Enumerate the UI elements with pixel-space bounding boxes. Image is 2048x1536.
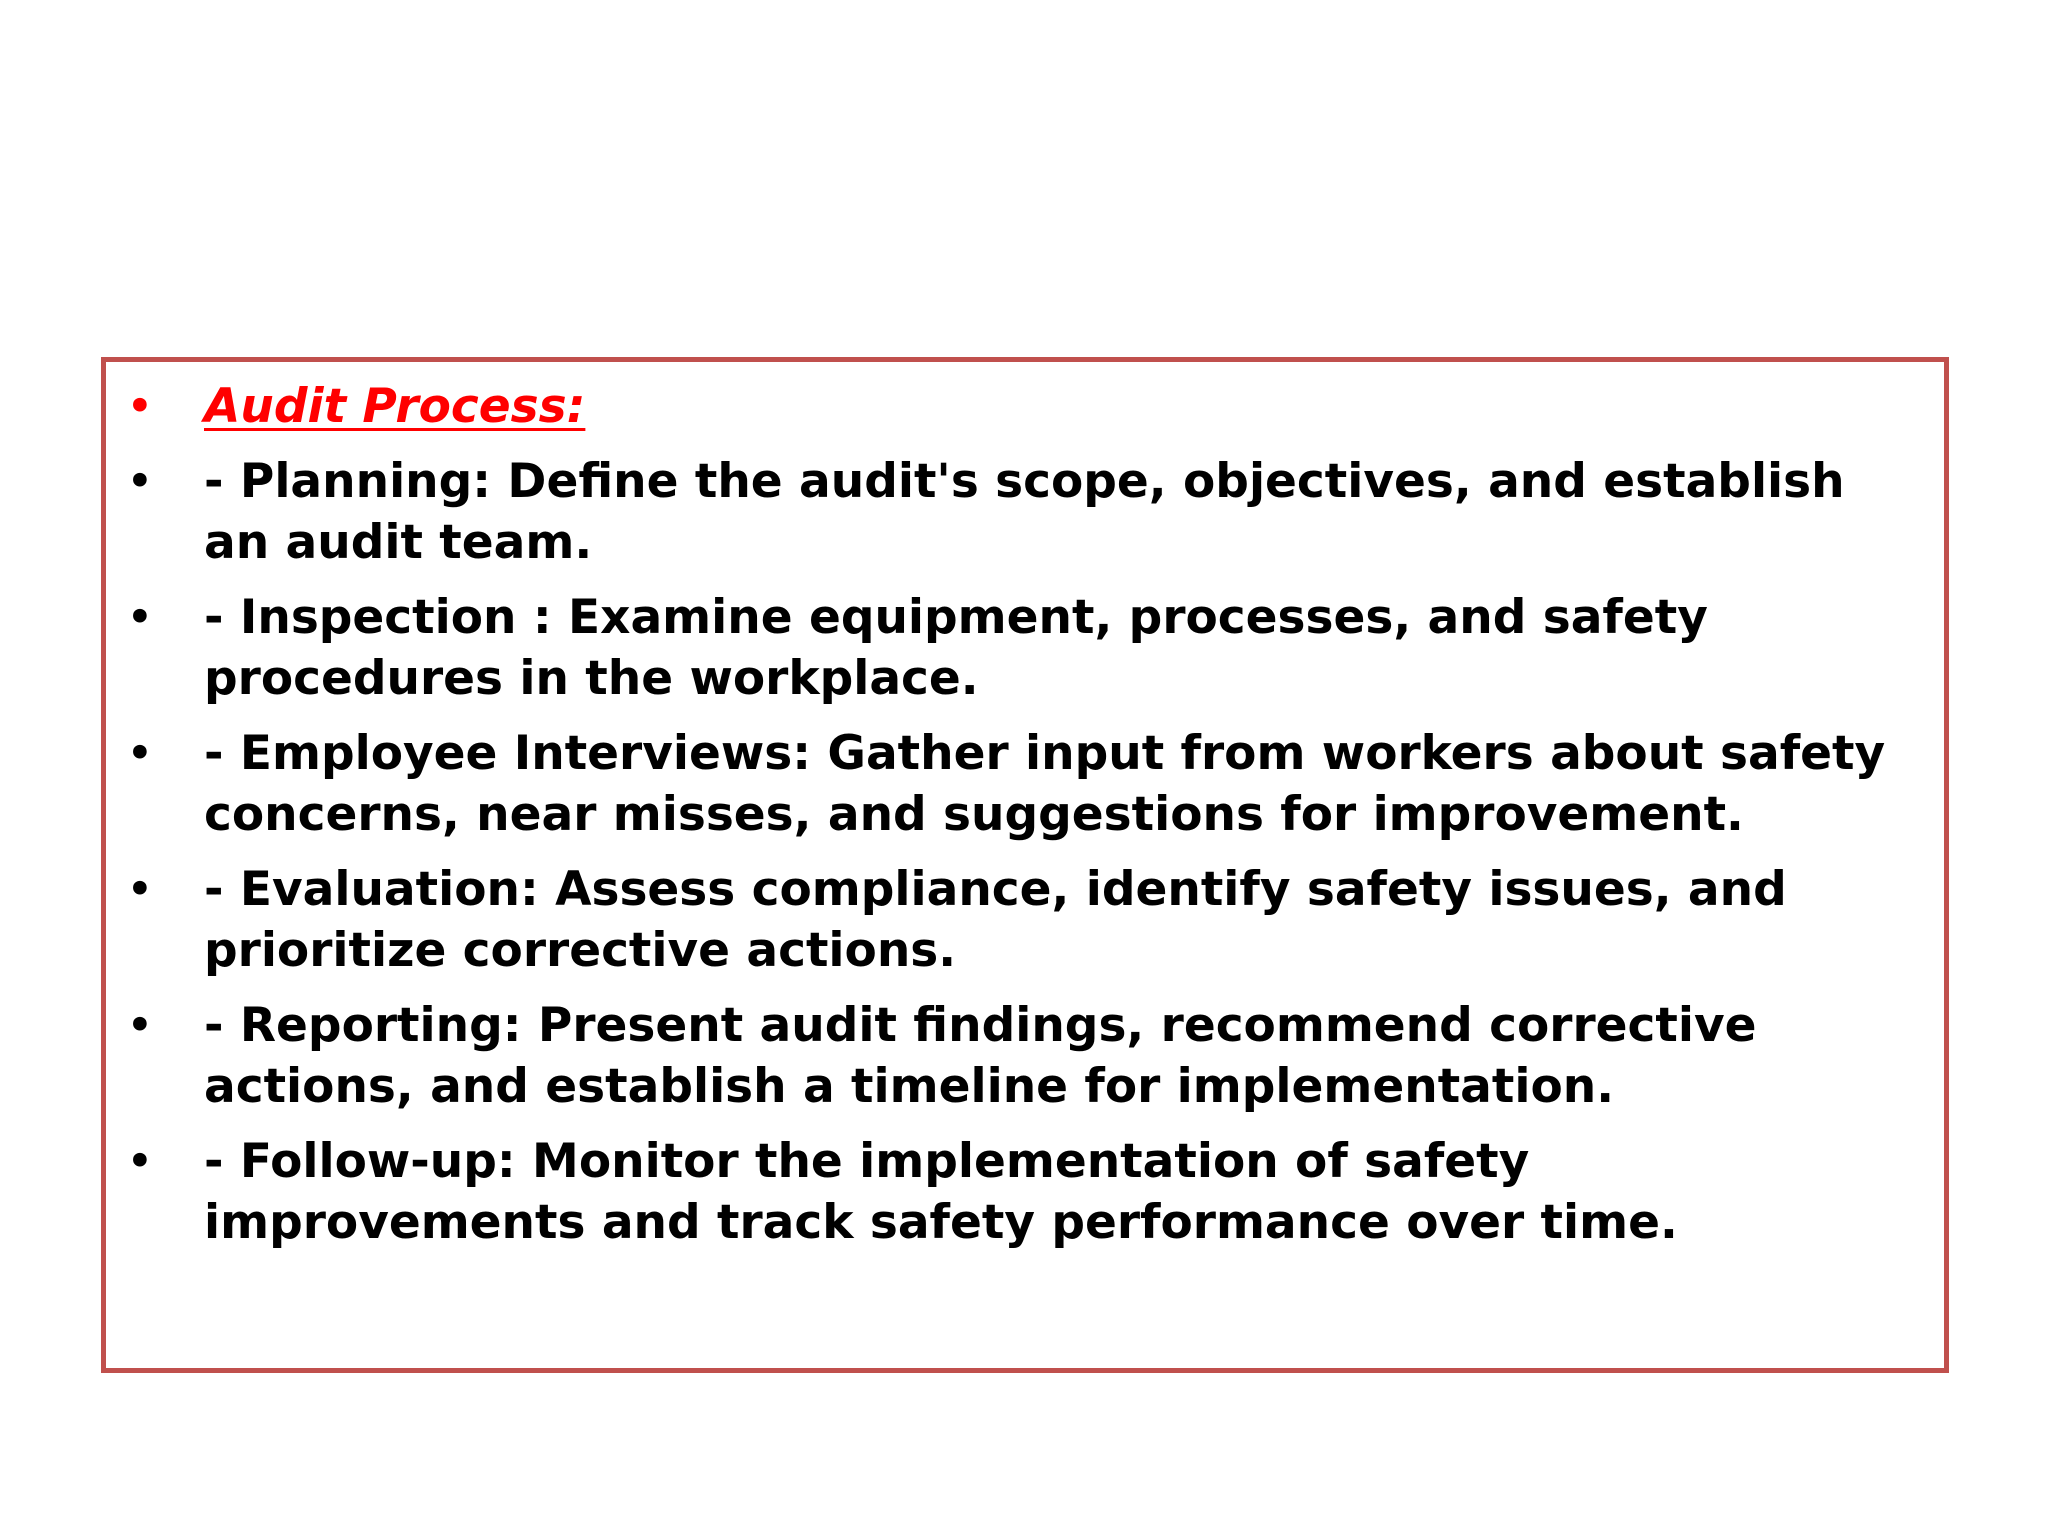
list-item-planning xyxy=(106,451,1914,573)
list-item-follow-up xyxy=(106,1131,1914,1253)
list-item-employee-interviews xyxy=(106,723,1914,845)
bullet-icon: • xyxy=(126,379,154,434)
list-item-text: - Inspection : Examine equipment, processes, and safety procedures in the workplace. xyxy=(204,590,1708,706)
content-box xyxy=(101,357,1949,1373)
bullet-icon: • xyxy=(126,862,154,917)
bullet-list xyxy=(106,376,1914,1253)
list-item-text: - Employee Interviews: Gather input from workers about safety concerns, near misses, and suggestions for improvement. xyxy=(204,726,1886,842)
bullet-icon: • xyxy=(126,998,154,1053)
bullet-icon: • xyxy=(126,726,154,781)
list-item-inspection xyxy=(106,587,1914,709)
heading-label: Audit Process: xyxy=(204,379,586,434)
list-item-text: - Follow-up: Monitor the implementation of safety improvements and track safety performance over time. xyxy=(204,1134,1678,1250)
list-item-evaluation xyxy=(106,859,1914,981)
list-item-text: - Planning: Define the audit's scope, objectives, and establish an audit team. xyxy=(204,454,1845,570)
list-item-text: - Evaluation: Assess compliance, identify safety issues, and prioritize corrective actions. xyxy=(204,862,1787,978)
bullet-icon: • xyxy=(126,454,154,509)
bullet-heading xyxy=(106,376,1914,437)
list-item-reporting xyxy=(106,995,1914,1117)
bullet-icon: • xyxy=(126,1134,154,1189)
bullet-icon: • xyxy=(126,590,154,645)
list-item-text: - Reporting: Present audit findings, recommend corrective actions, and establish a timeline for implementation. xyxy=(204,998,1757,1114)
